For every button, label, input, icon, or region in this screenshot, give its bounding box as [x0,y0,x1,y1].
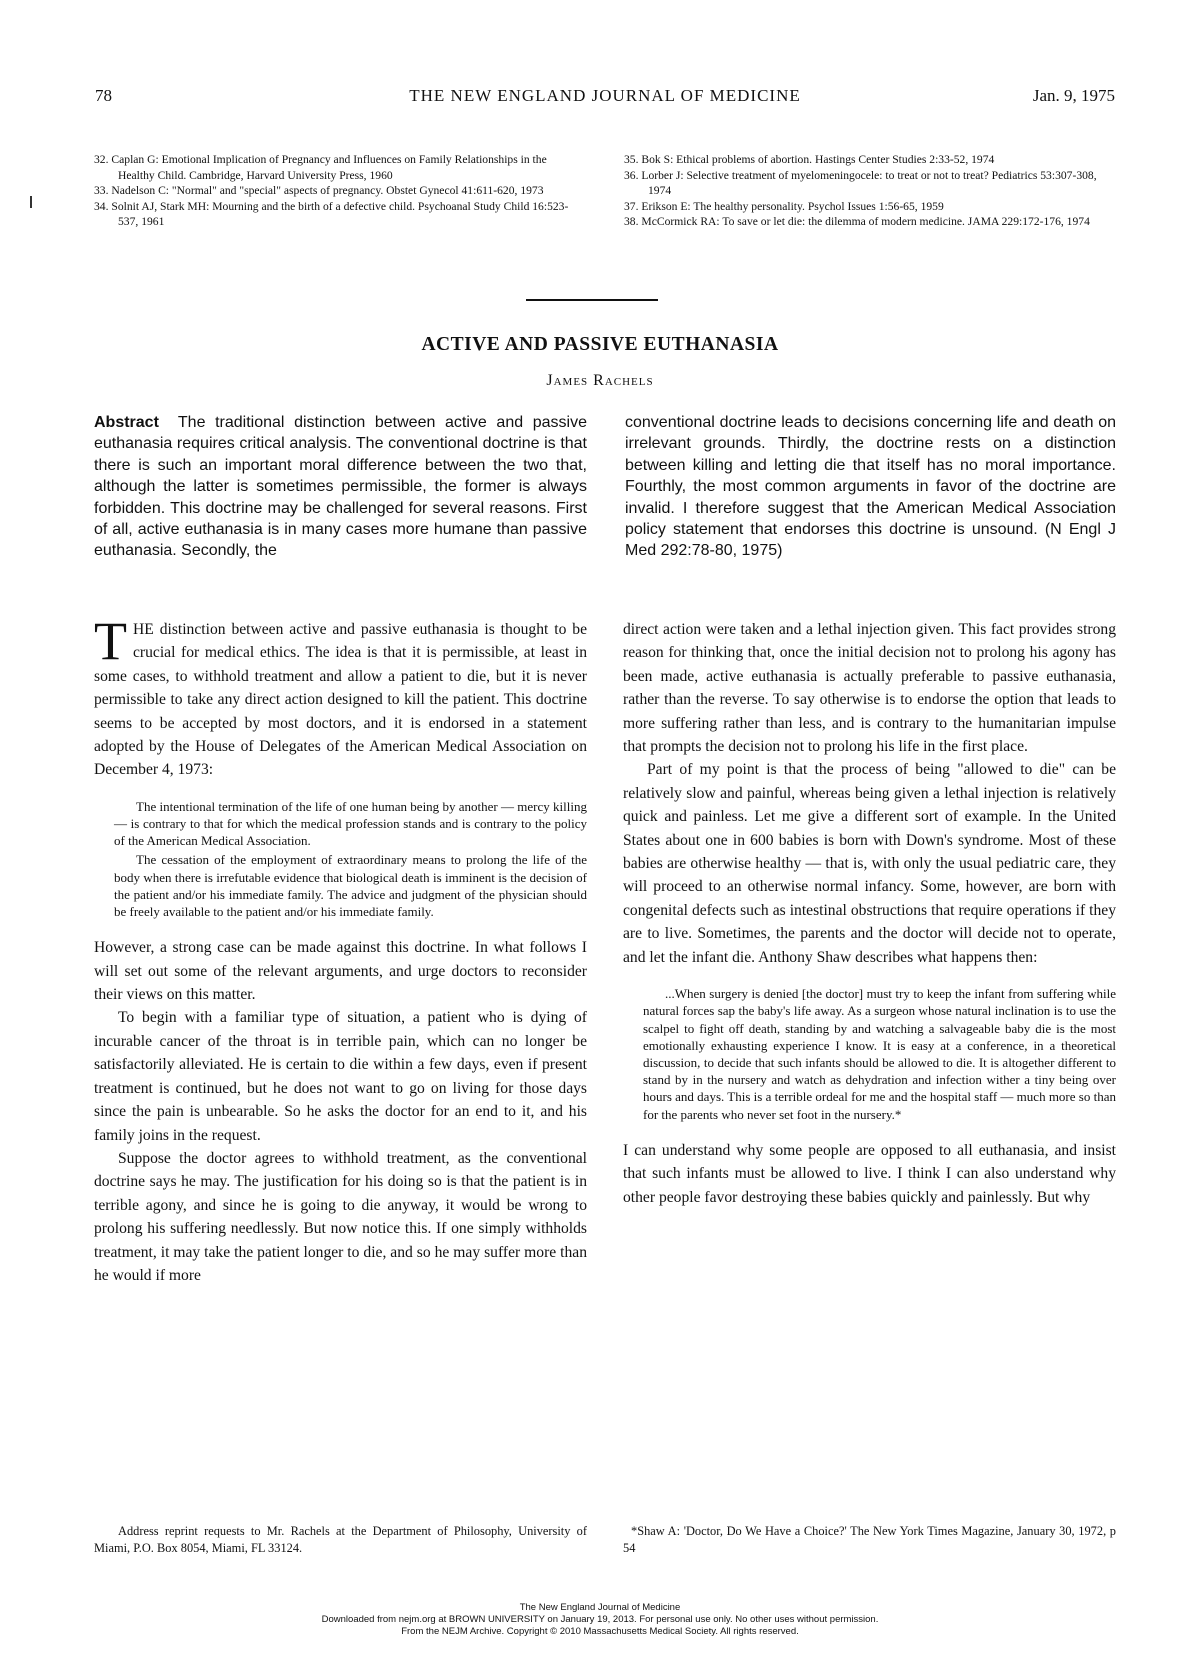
paragraph-text: HE distinction between active and passive euthanasia is thought to be crucial for medical ethics. The idea is that it is permissible, at least in some cases, to withhold treatment and allow a patient to die, but it is never permissible to take any direct action designed to kill the patient. This doctrine seems to be accepted by most doctors, and it is endorsed in a statement adopted by the House of Delegates of the American Medical Association on December 4, 1973: [94,621,587,779]
reference-item: 34. Solnit AJ, Stark MH: Mourning and the birth of a defective child. Psychoanal Study Child 16:523-537, 1961 [94,199,569,229]
ama-quote-2: The cessation of the employment of extraordinary means to prolong the life of the body when there is irrefutable evidence that biological death is imminent is the decision of the patient and/or his immediate family. The advice and judgment of the physician should be freely available to the patient and/or his immediate family. [114,852,587,920]
reference-item: 38. McCormick RA: To save or let die: the dilemma of modern medicine. JAMA 229:172-176, 1974 [624,215,1090,229]
reference-item: 35. Bok S: Ethical problems of abortion. Hastings Center Studies 2:33-52, 1974 [624,153,995,166]
running-header [95,86,1115,112]
journal-title: THE NEW ENGLAND JOURNAL OF MEDICINE [409,86,801,105]
references-right-column [624,152,1116,230]
margin-mark [30,196,32,208]
abstract-text-left: The traditional distinction between active and passive euthanasia requires critical analysis. The conventional doctrine is that there is such an important moral difference between the two that, although the latter is sometimes permissible, the former is always forbidden. This doctrine may be challenged for several reasons. First of all, active euthanasia is in many cases more humane than passive euthanasia. Secondly, the [94,414,588,560]
paragraph: To begin with a familiar type of situation, a patient who is dying of incurable cancer of the throat is in terrible pain, which can no longer be satisfactorily alleviated. He is certain to die within a few days, even if present treatment is continued, but he does not want to go on living for those days since the pain is unbearable. So he asks the doctor for an end to it, and his family joins in the request. [94,1009,587,1144]
opening-paragraph [94,611,587,782]
page-number: 78 [95,86,112,105]
references-left-column [94,152,581,230]
abstract-text-right: conventional doctrine leads to decisions concerning life and death on irrelevant grounds. Thirdly, the doctrine rests on a distinction between killing and letting die that itself has no moral importance. Fourthly, the most common arguments in favor of the doctrine are invalid. I therefore suggest that the American Medical Association policy statement that endorses this doctrine is unsound. (N Engl J Med 292:78-80, 1975) [625,414,1116,560]
ama-quote-1: The intentional termination of the life of one human being by another — mercy killing — is contrary to that for which the medical profession stands and is contrary to the policy of the American Medical Association. [114,798,587,849]
footer-copyright-line: From the NEJM Archive. Copyright © 2010 Massachusetts Medical Society. All rights reserved. [401,1626,799,1637]
body-right-column [623,618,1116,1209]
reference-item: 36. Lorber J: Selective treatment of myelomeningocele: to treat or not to treat? Pediatrics 53:307-308, 1974 [624,168,1097,198]
citation-footnote: *Shaw A: 'Doctor, Do We Have a Choice?' The New York Times Magazine, January 30, 1972, p 54 [623,1524,1116,1555]
download-footer [0,1602,1200,1638]
paragraph: direct action were taken and a lethal injection given. This fact provides strong reason for thinking that, once the initial decision not to prolong his agony has been made, active euthanasia is actually preferable to passive euthanasia, rather than the reverse. To say otherwise is to endorse the option that leads to more suffering rather than less, and is contrary to the humanitarian impulse that prompts the decision not to prolong his life in the first place. [623,621,1116,756]
article-title: ACTIVE AND PASSIVE EUTHANASIA [421,334,779,355]
reference-item: 32. Caplan G: Emotional Implication of Pregnancy and Influences on Family Relationships in the Healthy Child. Cambridge, Harvard University Press, 1960 [94,153,547,182]
paragraph: I can understand why some people are opposed to all euthanasia, and insist that such infants must be allowed to live. I think I can also understand why other people favor destroying these babies quickly and painlessly. But why [623,1141,1116,1206]
paragraph: Suppose the doctor agrees to withhold treatment, as the conventional doctrine says he may. The justification for his doing so is that the patient is in terrible agony, and since he is going to die anyway, it would be wrong to prolong his suffering needlessly. But now notice this. If one simply withholds treatment, it may take the patient longer to die, and so he may suffer more than he would if more [94,1149,587,1284]
shaw-quote: ...When surgery is denied [the doctor] must try to keep the infant from suffering while natural forces sap the baby's life away. As a surgeon whose natural inclination is to use the scalpel to fight off death, standing by and watching a salvageable baby die is the most emotionally exhausting experience I know. It is easy at a conference, in a theoretical discussion, to decide that such infants should be allowed to die. It is altogether different to stand by in the nursery and watch as dehydration and infection wither a tiny being over hours and days. This is a terrible ordeal for me and the hospital staff — much more so than for the parents who never set foot in the nursery.* [643,986,1116,1122]
footer-download-line: Downloaded from nejm.org at BROWN UNIVERSITY on January 19, 2013. For personal use only. No other uses without permission. [321,1614,879,1625]
abstract-left [94,412,587,562]
section-divider [526,299,658,301]
paragraph: Part of my point is that the process of being "allowed to die" can be relatively slow and painful, whereas being given a lethal injection is relatively quick and painless. Let me give a different sort of example. In the United States about one in 600 babies is born with Down's syndrome. Most of these babies are otherwise healthy — that is, with only the usual pediatric care, they will proceed to an otherwise normal infancy. Some, however, are born with congenital defects such as intestinal obstructions that require operations if they are to live. Sometimes, the parents and the doctor will decide not to operate, and let the infant die. Anthony Shaw describes what happens then: [623,761,1116,966]
abstract-label: Abstract [94,414,159,431]
reference-item: 37. Erikson E: The healthy personality. Psychol Issues 1:56-65, 1959 [624,199,944,213]
address-footnote: Address reprint requests to Mr. Rachels at the Department of Philosophy, University of Miami, P.O. Box 8054, Miami, FL 33124. [94,1524,587,1555]
abstract-right [625,412,1116,562]
drop-cap: T [94,611,127,671]
paragraph: However, a strong case can be made against this doctrine. In what follows I will set out some of the relevant arguments, and urge doctors to reconsider their views on this matter. [94,939,587,1004]
issue-date: Jan. 9, 1975 [1032,86,1115,105]
footer-journal-line: The New England Journal of Medicine [519,1602,681,1613]
body-left-column [94,611,587,1287]
article-author: James Rachels [546,372,654,389]
reference-item: 33. Nadelson C: "Normal" and "special" aspects of pregnancy. Obstet Gynecol 41:611-620, 1973 [94,184,544,198]
